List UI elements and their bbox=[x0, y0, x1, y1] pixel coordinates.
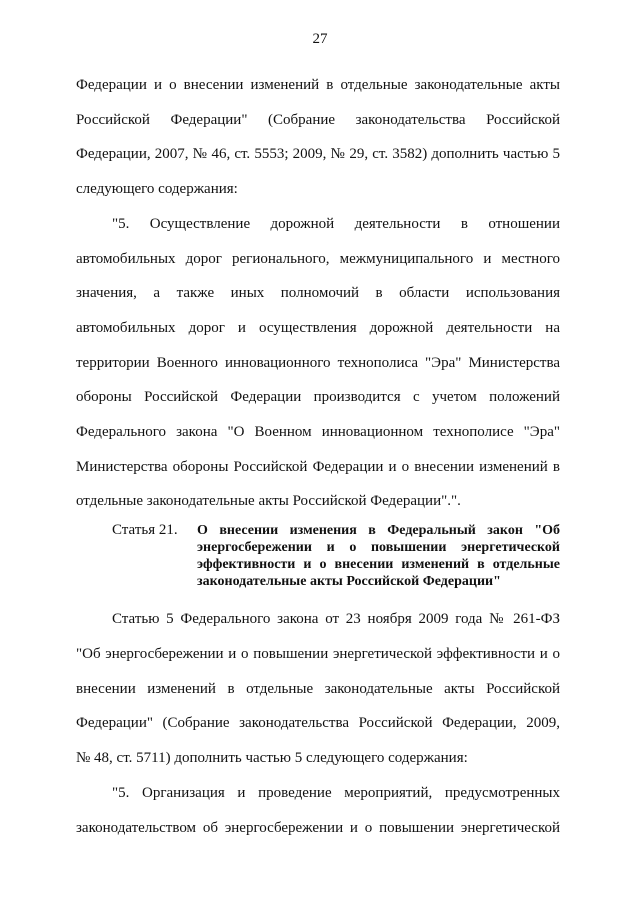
paragraph-line: внесении изменений в отдельные законодательные акты Российской bbox=[76, 681, 560, 697]
paragraph-line: Статью 5 Федерального закона от 23 ноября 2009 года № 261-ФЗ bbox=[112, 611, 560, 627]
paragraph-line: Министерства обороны Российской Федерации и о внесении изменений в bbox=[76, 459, 560, 475]
paragraph-line: отдельные законодательные акты Российской Федерации".". bbox=[76, 493, 461, 509]
paragraph-line: "5. Осуществление дорожной деятельности в отношении bbox=[112, 216, 560, 232]
paragraph-line: следующего содержания: bbox=[76, 181, 238, 197]
paragraph-line: территории Военного инновационного технополиса "Эра" Министерства bbox=[76, 355, 560, 371]
paragraph-line: Федерального закона "О Военном инновационном технополисе "Эра" bbox=[76, 424, 560, 440]
paragraph-line: значения, а также иных полномочий в области использования bbox=[76, 285, 560, 301]
article-title-line: законодательные акты Российской Федерации" bbox=[197, 574, 501, 589]
paragraph-line: автомобильных дорог регионального, межмуниципального и местного bbox=[76, 251, 560, 267]
article-label: Статья 21. bbox=[112, 522, 178, 538]
paragraph-line: обороны Российской Федерации производится с учетом положений bbox=[76, 389, 560, 405]
article-title-line: эффективности и о внесении изменений в отдельные bbox=[197, 557, 560, 572]
paragraph-line: Федерации, 2007, № 46, ст. 5553; 2009, № 29, ст. 3582) дополнить частью 5 bbox=[76, 146, 560, 162]
paragraph-line: Федерации" (Собрание законодательства Российской Федерации, 2009, bbox=[76, 715, 560, 731]
article-title-line: энергосбережении и о повышении энергетической bbox=[197, 540, 560, 555]
paragraph-line: "Об энергосбережении и о повышении энергетической эффективности и о bbox=[76, 646, 560, 662]
paragraph-line: законодательством об энергосбережении и о повышении энергетической bbox=[76, 820, 560, 836]
page-number: 27 bbox=[312, 31, 328, 47]
paragraph-line: Федерации и о внесении изменений в отдельные законодательные акты bbox=[76, 77, 560, 93]
paragraph-line: "5. Организация и проведение мероприятий, предусмотренных bbox=[112, 785, 560, 801]
paragraph-line: автомобильных дорог и осуществления дорожной деятельности на bbox=[76, 320, 560, 336]
paragraph-line: Российской Федерации" (Собрание законодательства Российской bbox=[76, 112, 560, 128]
paragraph-line: № 48, ст. 5711) дополнить частью 5 следующего содержания: bbox=[76, 750, 468, 766]
article-title-line: О внесении изменения в Федеральный закон "Об bbox=[197, 523, 560, 538]
